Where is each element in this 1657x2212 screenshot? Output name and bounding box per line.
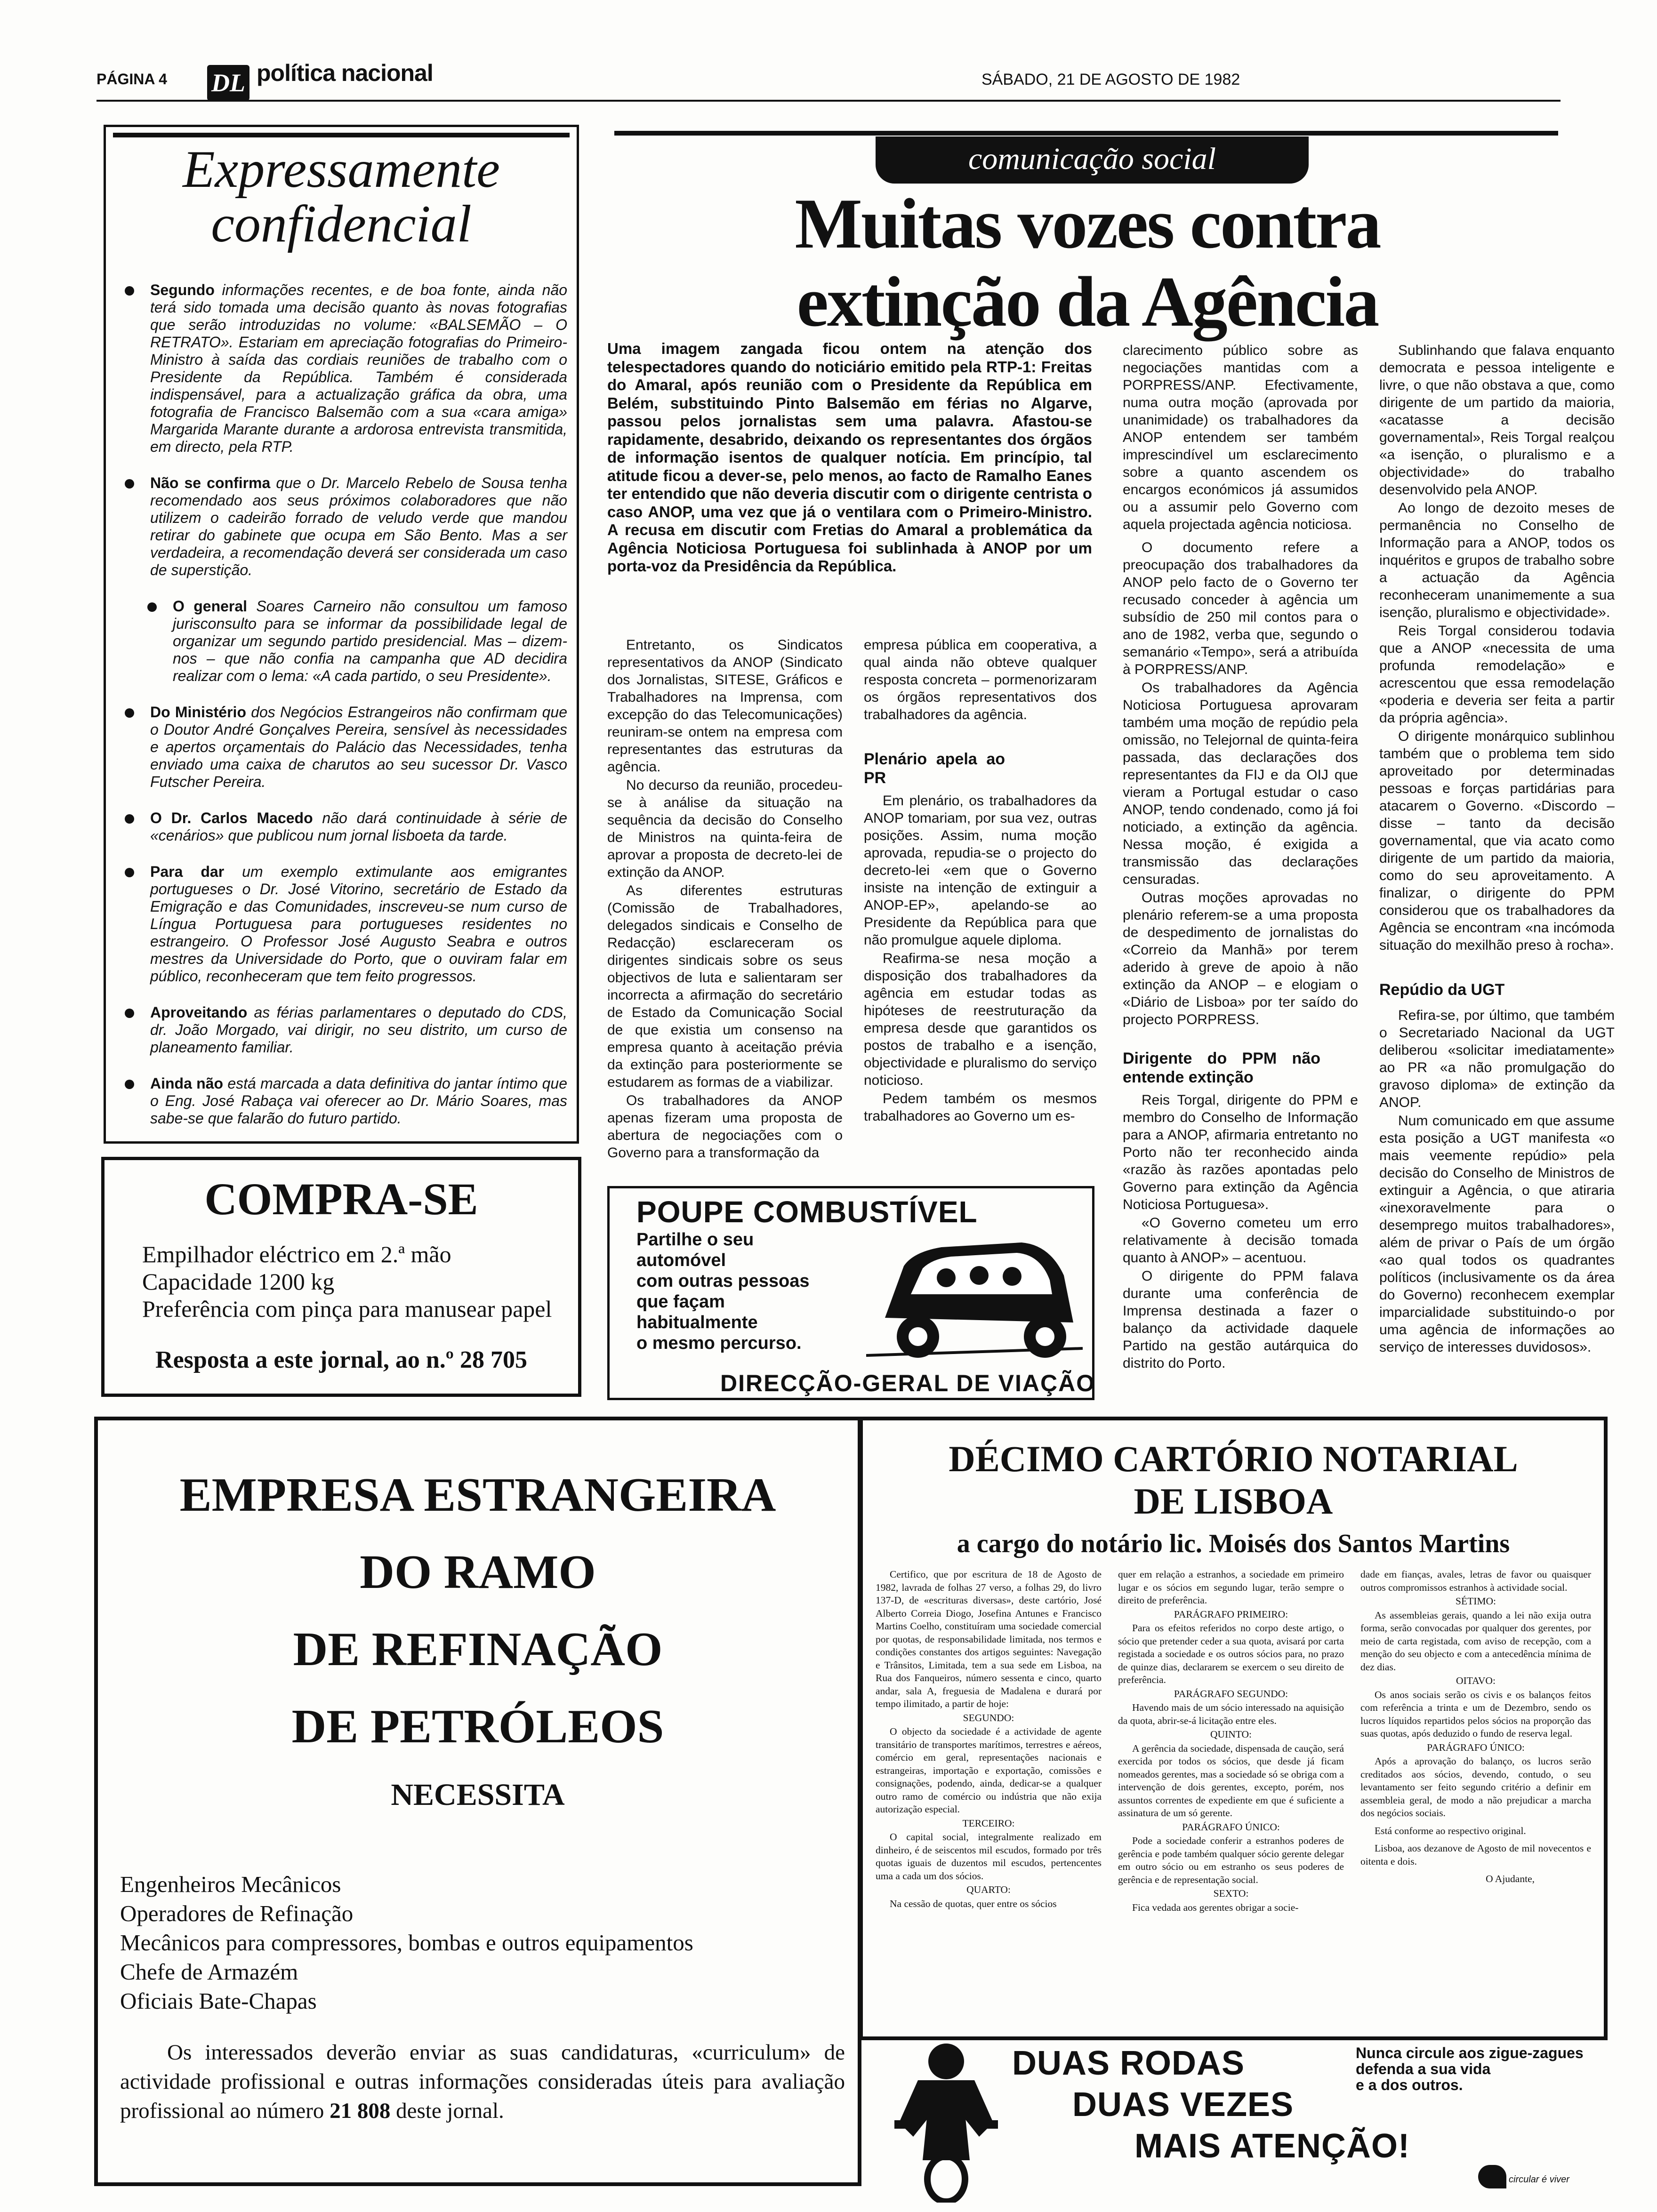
duas-side2: defenda a sua vida	[1356, 2060, 1491, 2077]
item-lead: O general	[173, 598, 248, 615]
cartorio-paragraph: Na cessão de quotas, quer entre os sócios	[890, 1898, 1057, 1909]
duas-slogan	[1012, 2043, 1410, 2167]
compra-line2: Capacidade 1200 kg	[142, 1268, 335, 1295]
arrow-logo-icon	[1478, 2165, 1506, 2188]
col1-paragraph: As diferentes estruturas (Comissão de Trabalhadores, delegados sindicais e Conselho de Redacção) esclareceram os dirigentes sindicais sobre os seus objectivos de luta e salientaram ser incorrecta a afirmação do secretário de Estado da Comunicação Social de que existia um consenso na empresa quanto à aceitação prévia da extinção para posteriormente se estudarem as formas de a viabilizar.	[607, 883, 843, 1090]
cartorio-clause: PARÁGRAFO ÚNICO:	[1427, 1741, 1525, 1753]
cartorio-clause: PARÁGRAFO SEGUNDO:	[1174, 1688, 1288, 1699]
cartorio-paragraph: dade em fianças, avales, letras de favor ou quaisquer outros compromissos estranhos à actividade social.	[1360, 1569, 1591, 1593]
empresa-footer-number: 21 808	[330, 2099, 391, 2123]
col4-heading: Repúdio da UGT	[1379, 981, 1505, 999]
col4-paragraph: Num comunicado em que assume esta posição a UGT manifesta «o mais veemente repúdio» pela decisão do Conselho de Ministros de extinguir a Agência, o que atiraria «inexoravelmente para o desemprego muitos trabalhadores», além de privar o País de um órgão «ao qual todos os quadrantes políticos (inclusivamente os da área do Governo) reconhecem exemplar imparcialidade substituindo-o por uma agência de informações ao serviço de interesses duvidosos».	[1379, 1113, 1615, 1355]
item-text: está marcada a data definitiva do jantar íntimo que o Eng. José Rabaça vai oferecer ao Dr. Mário Soares, mas sabe-se que falarão do futuro partido.	[150, 1075, 568, 1127]
compra-line3: Preferência com pinça para manusear papel	[142, 1296, 552, 1322]
col4-paragraph: Sublinhando que falava enquanto democrata e pessoa inteligente e livre, o que não obstava a que, como dirigente de um partido da maioria, «acatasse a decisão governamental», Reis Torgal realçou «a isenção, o pluralismo e a objectividade» do trabalho desenvolvido pela ANOP.	[1379, 343, 1615, 497]
col2-paragraph: Em plenário, os trabalhadores da ANOP tomariam, por sua vez, outras posições. Assim, numa moção aprovada, repudia-se o projecto do decreto-lei «em que o Governo insiste na intenção de extinguir a ANOP-EP», apelando-se ao Presidente da República para que não promulgue aquele diploma.	[864, 793, 1097, 948]
col3-paragraph: O dirigente do PPM falava durante uma conferência de Imprensa destinada a fazer o balanço da actividade daquele Partido na gestão autárquica do distrito do Porto.	[1123, 1268, 1358, 1371]
poupe-footer: DIRECÇÃO-GERAL DE VIAÇÃO	[720, 1370, 1096, 1396]
duas-side1: Nunca circule aos zigue-zagues	[1356, 2044, 1584, 2061]
cartorio-title2: DE LISBOA	[1134, 1481, 1333, 1522]
col4-paragraph: O dirigente monárquico sublinhou também que o problema tem sido aproveitado por determinadas pessoas e forças partidárias para atacarem o Governo. «Discordo – disse – tanto da decisão governamental, que via acato como dirigente de um partido da maioria, como do seu aproveitamento. A finalizar, o dirigente do PPM considerou que os trabalhadores da Agência se encontram «na incómoda situação do mexilhão preso à rocha».	[1379, 729, 1615, 953]
motorcyclist-illustration	[876, 2043, 1017, 2203]
compra-body	[142, 1241, 566, 1322]
item-text: um exemplo extimulante aos emigrantes portugueses o Dr. José Vitorino, secretário de Estado da Emigração e das Comunidades, inscreveu-se num curso de Língua Portuguesa para portugueses residentes no estrangeiro. O Professor José Augusto Seabra e outros mestres da Universidade do Porto, que o ouviram falar em público, reconheceram que tem feito progressos.	[150, 863, 568, 985]
job-item: Mecânicos para compressores, bombas e outros equipamentos	[120, 1930, 693, 1956]
col3-paragraph: Reis Torgal, dirigente do PPM e membro do Conselho de Informação para a ANOP, afirmaria entretanto no Porto não ter reconhecido ainda «razão às razões apontadas pelo Governo para extinção da Agência Noticiosa Portuguesa».	[1123, 1092, 1358, 1212]
headline-line1: Muitas vozes contra	[795, 184, 1380, 263]
poupe-text3: que façam habitualmente	[636, 1292, 758, 1332]
empresa-line3: DE REFINAÇÃO	[293, 1623, 663, 1676]
col2-paragraph: Pedem também os mesmos trabalhadores ao Governo um es-	[864, 1091, 1097, 1124]
poupe-text	[636, 1229, 844, 1354]
cartorio-paragraph: Após a aprovação do balanço, os lucros serão creditados aos sócios, devendo, contudo, o seu levantamento ser feito segundo critério a definir em assembleia geral, de modo a não prejudicar a marcha dos negócios sociais.	[1360, 1755, 1591, 1819]
compra-line1: Empilhador eléctrico em 2.ª mão	[142, 1241, 451, 1267]
item-text: as férias parlamentares o deputado do CDS, dr. João Morgado, vai dirigir, no seu distrito, um curso de planeamento familiar.	[150, 1004, 567, 1056]
cartorio-paragraph: O objecto da sociedade é a actividade de agente transitário de transportes marítimos, terrestres e aéreos, comércio em geral, representações nacionais e estrangeiras, importação e exportação, comissões e consignações, podendo, ainda, dedicar-se a qualquer outro ramo de comércio ou indústria que não exija autorização especial.	[876, 1726, 1102, 1815]
cartorio-signature: O Ajudante,	[1486, 1873, 1535, 1884]
item-lead: Aproveitando	[150, 1004, 248, 1021]
article-lead: Uma imagem zangada ficou ontem na atenção dos telespectadores quando do noticiário emitido pela RTP-1: Freitas do Amaral, após reunião com o Presidente da República em Belém, substituindo Pinto Balsemão em férias no Algarve, passou pelos jornalistas sem uma palavra. Afastou-se rapidamente, desabrido, deixando os representantes dos órgãos de informação isentos de qualquer notícia. Em princípio, tal atitude ficou a dever-se, pelo menos, ao facto de Ramalho Eanes ter entendido que não deveria discutir com o dirigente centrista o caso ANOP, uma vez que já o ventilara com o Primeiro-Ministro. A recusa em discutir com Fretias do Amaral a problemática da Agência Noticiosa Portuguesa foi sublinhada à ANOP por um porta-voz da Presidência da República.	[607, 340, 1092, 575]
col3-paragraph: Os trabalhadores da Agência Noticiosa Portuguesa aprovaram também uma moção de repúdio pela omissão, no Telejornal de quinta-feira passada, das declarações dos representantes da FIJ e da OIJ que vieram a Portugal estudar o caso ANOP, tendo condenado, como já foi noticiado, a extinção da agência. Nessa moção, é exigida a transmissão das declarações censuradas.	[1123, 680, 1358, 887]
col3-paragraph: clarecimento público sobre as negociações mantidas com a PORPRESS/ANP. Efectivamente, numa outra moção (aprovada por unanimidade) os trabalhadores da ANOP entendem ser também imprescindível um esclarecimento sobre a quanto ascendem os encargos económicos já assumidos ou a assumir pelo Governo com aquela projectada agência noticiosa.	[1123, 343, 1358, 532]
item-lead: Ainda não	[150, 1075, 224, 1092]
confidencial-item	[115, 474, 567, 579]
article-top-rule	[614, 131, 1558, 136]
col3-heading: Dirigente do PPM não entende extinção	[1123, 1050, 1320, 1086]
col1-paragraph: Entretanto, os Sindicatos representativos da ANOP (Sindicato dos Jornalistas, SITESE, Gráficos e Trabalhadores na Imprensa, com excepção do das Telecomunicações) reuniram-se ontem na empresa com representantes das estruturas da agência.	[607, 637, 843, 775]
duas-brand: circular é viver	[1509, 2174, 1569, 2185]
duas-line2: DUAS VEZES	[1072, 2086, 1294, 2124]
cartorio-clause: SEGUNDO:	[963, 1712, 1014, 1723]
job-item: Operadores de Refinação	[120, 1900, 354, 1926]
duas-side3: e a dos outros.	[1356, 2076, 1463, 2093]
cartorio-paragraph: Está conforme ao respectivo original.	[1375, 1825, 1526, 1836]
cartorio-paragraph: quer em relação a estranhos, a sociedade em primeiro lugar e os sócios em segundo lugar, terão sempre o direito de preferência.	[1118, 1569, 1344, 1606]
cartorio-clause: QUARTO:	[966, 1884, 1011, 1895]
empresa-jobs	[120, 1870, 826, 2016]
article-col1	[607, 636, 843, 1162]
cartorio-paragraph: As assembleias gerais, quando a lei não exija outra forma, serão convocadas por qualquer dos gerentes, por meio de carta registada, com aviso de recepção, com a menção do seu objecto e com a antecedência mínima de dez dias.	[1360, 1609, 1591, 1673]
compra-reply-number: 28 705	[459, 1346, 527, 1373]
confidencial-item	[138, 598, 567, 685]
cartorio-title	[859, 1438, 1608, 1523]
headline-line2: extinção da Agência	[796, 262, 1378, 341]
car-illustration	[866, 1224, 1083, 1365]
job-item: Oficiais Bate-Chapas	[120, 1988, 317, 2014]
poupe-text1: Partilhe o seu automóvel	[636, 1230, 754, 1270]
confidencial-item	[115, 1004, 567, 1056]
col3-paragraph: Outras moções aprovadas no plenário referem-se a uma proposta de despedimento de jornalistas do «Correio da Manhã» por terem aderido à greve de apoio à não extinção da ANOP – e elogiam o «Diário de Lisboa» por ter saído do projecto PORPRESS.	[1123, 890, 1358, 1027]
cartorio-paragraph: Para os efeitos referidos no corpo deste artigo, o sócio que pretender ceder a sua quota, avisará por carta registada a sociedade e os outros sócios para, no prazo de quinze dias, declararem se exercem o seu direito de preferência.	[1118, 1622, 1344, 1685]
col3-paragraph: «O Governo cometeu um erro relativamente à decisão tomada quanto à ANOP» – acentuou.	[1123, 1215, 1358, 1266]
confidencial-item	[115, 704, 567, 791]
item-text: dos Negócios Estrangeiros não confirmam que o Doutor André Gonçalves Pereira, sensível às necessidades e apertos orçamentais do Palácio das Necessidades, tenha enviado uma caixa de charutos ao seu sucessor Dr. Vasco Futscher Pereira.	[150, 704, 568, 790]
headline	[614, 184, 1560, 341]
newspaper-logo: DL	[207, 65, 249, 101]
cartorio-col1	[876, 1568, 1102, 1911]
cartorio-paragraph: Havendo mais de um sócio interessado na aquisição da quota, abrir-se-á licitação entre eles.	[1118, 1702, 1344, 1726]
cartorio-paragraph: Fica vedada aos gerentes obrigar a socie-	[1132, 1901, 1299, 1913]
poupe-text2: com outras pessoas	[636, 1271, 810, 1291]
article-col2	[864, 636, 1097, 1126]
cartorio-clause: QUINTO:	[1210, 1729, 1252, 1740]
item-lead: O Dr. Carlos Macedo	[150, 809, 313, 826]
item-lead: Não se confirma	[150, 474, 271, 491]
item-lead: Do Ministério	[150, 704, 246, 721]
cartorio-paragraph: Pode a sociedade conferir a estranhos poderes de gerência e pode também qualquer sócio gerente delegar em outro sócio ou em estranho os seus poderes de gerência e de representação social.	[1118, 1835, 1344, 1885]
item-text: informações recentes, e de boa fonte, ainda não terá sido tomada uma decisão quanto às novas fotografias que serão introduzidas no volume: «BALSEMÃO – O RETRATO». Estariam em apreciação fotografias do Primeiro-Ministro à saída das cordiais reuniões de trabalho com o Presidente da República. Também é considerada indispensável, para a actualização gráfica da obra, uma fotografia de Francisco Balsemão com a sua «cara amiga» Margarida Marante durante a ardorosa entrevista transmitida, em directo, pela RTP.	[150, 281, 567, 455]
confidencial-item	[115, 809, 567, 844]
header-rule	[97, 100, 1560, 102]
cartorio-col2	[1118, 1568, 1344, 1915]
cartorio-subtitle: a cargo do notário lic. Moisés dos Santos Martins	[957, 1529, 1510, 1558]
item-text: Soares Carneiro não consultou um famoso jurisconsulto para se informar da possibilidade legal de organizar um segundo partido presidencial. Mas – dizem-nos – que não confia na campanha que AD decidira realizar com o lema: «A cada partido, o seu Presidente».	[173, 598, 567, 684]
item-text: não dará continuidade à série de «cenários» que publicou num jornal lisboeta da tarde.	[150, 809, 568, 844]
col2-heading: Plenário apela ao PR	[864, 750, 1005, 787]
item-lead: Segundo	[150, 281, 215, 298]
article-col3	[1123, 342, 1358, 1373]
col1-paragraph: Os trabalhadores da ANOP apenas fizeram uma proposta de abertura de negociações com o Governo para a transformação da	[607, 1093, 843, 1161]
cartorio-title1: DÉCIMO CARTÓRIO NOTARIAL	[949, 1438, 1518, 1479]
duas-line1: DUAS RODAS	[1012, 2044, 1245, 2082]
item-text: que o Dr. Marcelo Rebelo de Sousa tenha recomendado aos seus próximos colaboradores que não utilizem o cadeirão forrado de veludo verde que mandou retirar do gabinete que ocupa em São Bento. Mas a ser verdadeira, a recomendação deverá ser considerada um caso de superstição.	[150, 474, 568, 578]
confidencial-item	[115, 1075, 567, 1127]
cartorio-clause: SÉTIMO:	[1456, 1595, 1496, 1607]
col4-paragraph: Refira-se, por último, que também o Secretariado Nacional da UGT deliberou «solicitar imediatamente» ao PR «a não promulgação do gravoso diploma» de extinção da ANOP.	[1379, 1008, 1615, 1110]
cartorio-clause: PARÁGRAFO PRIMEIRO:	[1174, 1608, 1288, 1620]
cartorio-col3	[1360, 1568, 1591, 1887]
empresa-footer	[120, 2038, 845, 2125]
cartorio-paragraph: O capital social, integralmente realizado em dinheiro, é de seiscentos mil escudos, formado por três quotas iguais de duzentos mil escudos, pertencentes uma a cada um dos sócios.	[876, 1831, 1102, 1882]
col2-paragraph: empresa pública em cooperativa, a qual ainda não obteve qualquer resposta concreta – pormenorizaram os órgãos representativos dos trabalhadores da agência.	[864, 637, 1097, 722]
duas-side-text	[1356, 2045, 1601, 2093]
col1-paragraph: No decurso da reunião, procedeu-se à análise da situação na sequência da decisão do Conselho de Ministros na quinta-feira de aprovar a proposta de decreto-lei de extinção da ANOP.	[607, 777, 843, 880]
cartorio-clause: OITAVO:	[1456, 1675, 1496, 1686]
confidencial-list	[115, 281, 567, 1143]
compra-title: COMPRA-SE	[204, 1174, 478, 1224]
confidencial-item	[115, 281, 567, 456]
cartorio-paragraph: A gerência da sociedade, dispensada de caução, será exercida por todos os sócios, que desde já ficam nomeados gerentes, mas a sociedade só se obriga com a intervenção de dois gerentes, excepto, porém, nos assuntos correntes de expediente em que é suficiente a assinatura de um só gerente.	[1118, 1742, 1344, 1819]
cartorio-paragraph: Lisboa, aos dezanove de Agosto de mil novecentos e oitenta e dois.	[1360, 1843, 1591, 1867]
poupe-title: POUPE COMBUSTÍVEL	[636, 1195, 978, 1229]
empresa-line4: DE PETRÓLEOS	[291, 1700, 664, 1753]
duas-line3: MAIS ATENÇÃO!	[1134, 2127, 1410, 2165]
confidencial-title	[108, 142, 574, 251]
confidencial-item	[115, 863, 567, 985]
kicker: comunicação social	[968, 142, 1216, 176]
item-lead: Para dar	[150, 863, 225, 880]
cartorio-clause: TERCEIRO:	[962, 1817, 1015, 1829]
empresa-needs: NECESSITA	[391, 1778, 565, 1812]
col3-paragraph: O documento refere a preocupação dos trabalhadores da ANOP pelo facto de o Governo ter recusado conceder à agência um subsídio de 250 mil contos para o ano de 1982, verba que, segundo o semanário «Tempo», será a atribuída à PORPRESS/ANP.	[1123, 540, 1358, 677]
empresa-heading	[94, 1457, 861, 1765]
compra-reply	[101, 1346, 581, 1374]
job-item: Engenheiros Mecânicos	[120, 1871, 341, 1897]
empresa-footer-end: deste jornal.	[396, 2099, 504, 2123]
page-number: PÁGINA 4	[97, 71, 167, 88]
article-col4	[1379, 342, 1615, 1357]
poupe-text4: o mesmo percurso.	[636, 1333, 802, 1353]
col4-paragraph: Reis Torgal considerou todavia que a ANOP «necessita de uma profunda remodelação» e acrescentou que essa remodelação «poderia e deveria ser feita a partir da própria agência».	[1379, 623, 1615, 726]
confidencial-top-rule	[113, 133, 570, 137]
empresa-line2: DO RAMO	[360, 1546, 596, 1599]
page-date: SÁBADO, 21 DE AGOSTO DE 1982	[981, 71, 1240, 88]
col2-paragraph: Reafirma-se nesa moção a disposição dos trabalhadores da agência em estudar todas as hipóteses de reestruturação da empresa desde que garantidos os postos de trabalho e a isenção, objectividade e pluralismo do serviço noticioso.	[864, 951, 1097, 1088]
compra-reply-text: Resposta a este jornal, ao n.º	[155, 1346, 454, 1373]
job-item: Chefe de Armazém	[120, 1959, 298, 1985]
cartorio-paragraph: Certifico, que por escritura de 18 de Agosto de 1982, lavrada de folhas 27 verso, a folhas 29, do livro 137-D, de «escrituras diversas», deste cartório, José Alberto Correia Diogo, Josefina Antunes e Francisco Martins Coelho, constituíram uma sociedade comercial por quotas, de responsabilidade limitada, nos termos e condições constantes dos artigos seguintes: Navegação e Trânsitos, Limitada, tem a sua sede em Lisboa, na Rua dos Fanqueiros, número sessenta e cinco, quarto andar, sala A, freguesia de Madalena e durará por tempo ilimitado, a partir de hoje:	[876, 1569, 1102, 1709]
cartorio-paragraph: Os anos sociais serão os civis e os balanços feitos com referência a trinta e um de Dezembro, sendo os lucros líquidos repartidos pelos sócios na proporção das suas quotas, após deduzido o fundo de reserva legal.	[1360, 1689, 1591, 1739]
confidencial-title-line1: Expressamente	[183, 140, 500, 199]
cartorio-clause: SEXTO:	[1213, 1888, 1249, 1899]
section-title: política nacional	[257, 60, 433, 86]
col4-paragraph: Ao longo de dezoito meses de permanência no Conselho de Informação para a ANOP, todos os inquéritos e grupos de trabalho sobre a actuação da Agência reconheceram unanimemente a sua isenção, pluralismo e objectividade».	[1379, 500, 1615, 620]
cartorio-clause: PARÁGRAFO ÚNICO:	[1182, 1821, 1280, 1833]
confidencial-title-line2: confidencial	[211, 195, 472, 253]
empresa-line1: EMPRESA ESTRANGEIRA	[179, 1468, 776, 1522]
empresa-footer-text: Os interessados deverão enviar as suas candidaturas, «curriculum» de actividade profissional e outras informações consideradas úteis para avaliação profissional ao número	[120, 2040, 845, 2123]
